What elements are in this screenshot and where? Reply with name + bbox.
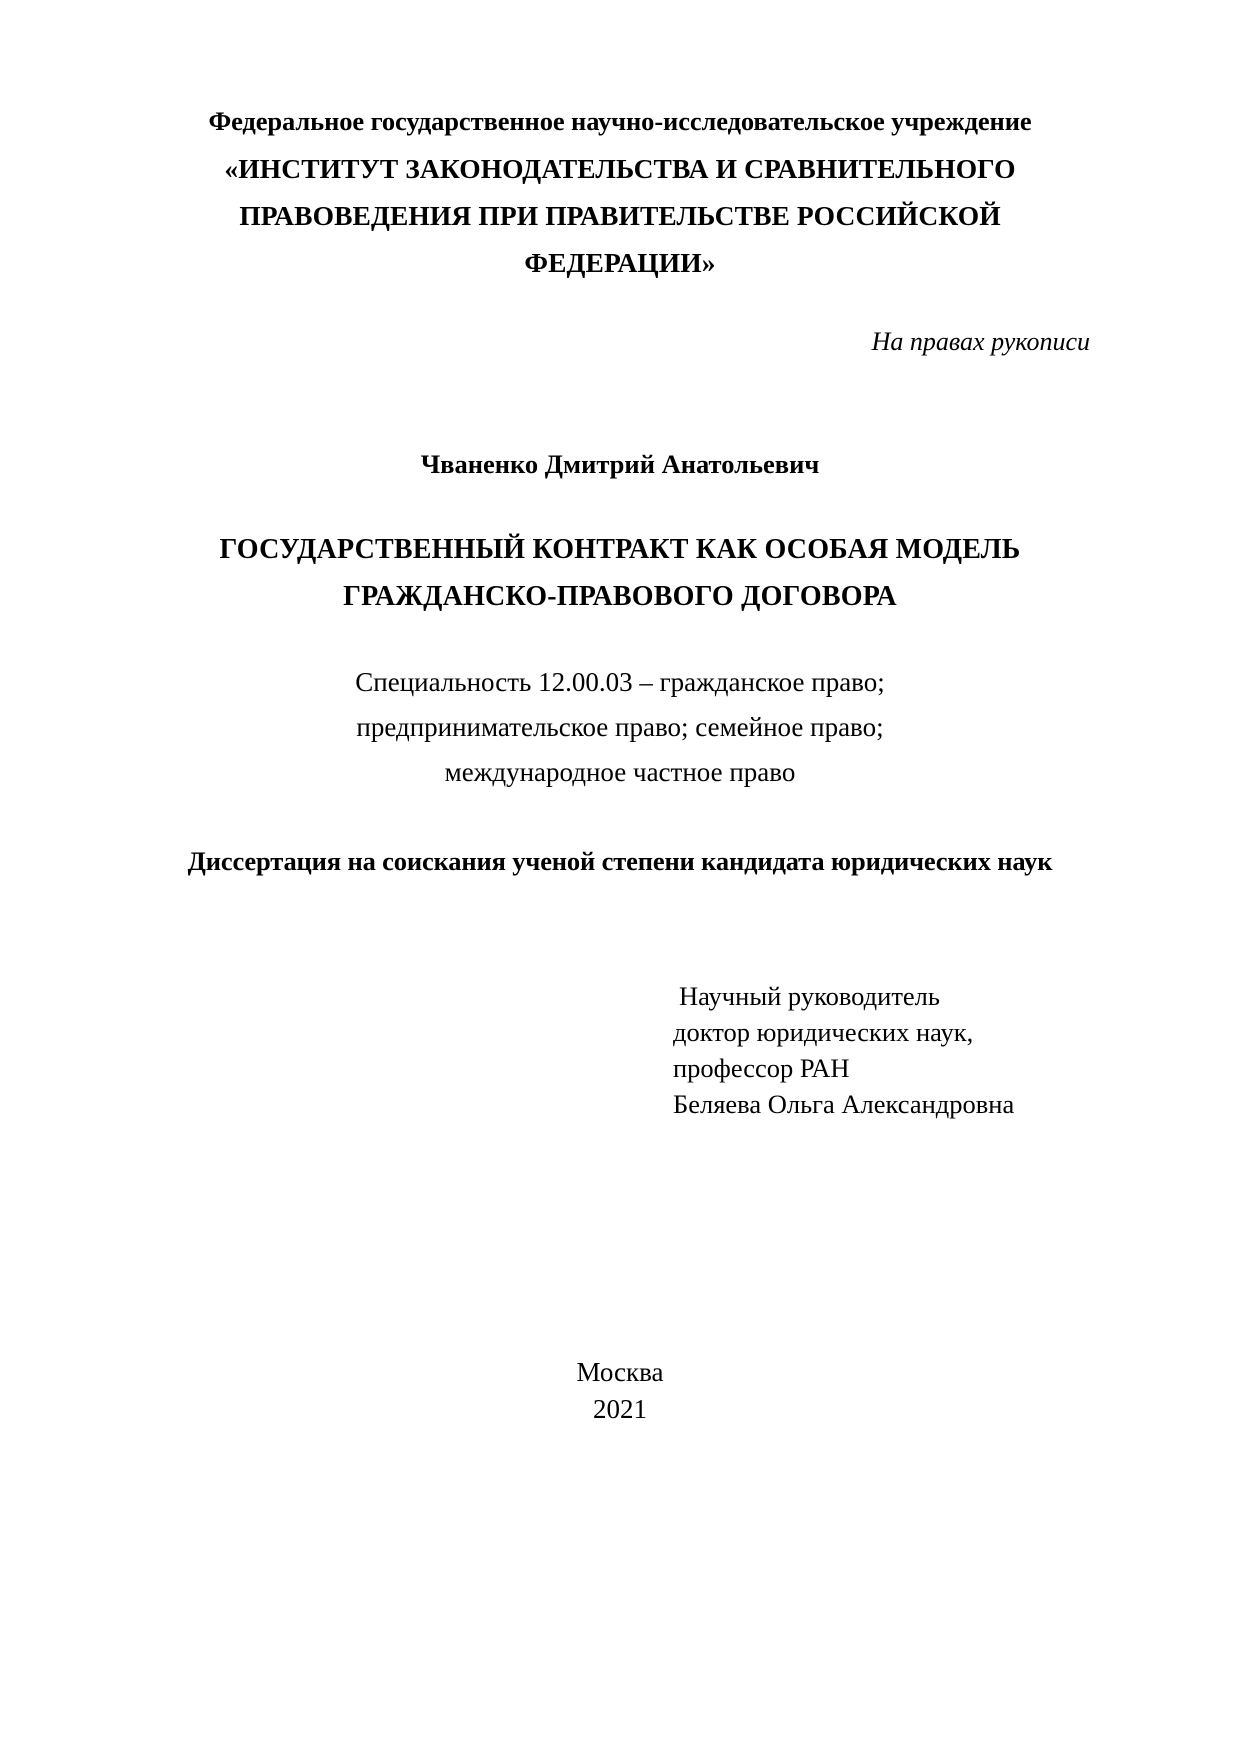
dissertation-title: [150, 526, 1090, 620]
supervisor-name: Беляева Ольга Александровна: [673, 1089, 1015, 1119]
supervisor-role: Научный руководитель: [679, 981, 940, 1011]
specialty-line-3: международное частное право: [444, 757, 796, 787]
title-line-1: ГОСУДАРСТВЕННЫЙ КОНТРАКТ КАК ОСОБАЯ МОДЕЛЬ: [219, 534, 1021, 565]
institution-line-2: «ИНСТИТУТ ЗАКОНОДАТЕЛЬСТВА И СРАВНИТЕЛЬНОГО: [224, 153, 1016, 184]
institution-line-3: ПРАВОВЕДЕНИЯ ПРИ ПРАВИТЕЛЬСТВЕ РОССИЙСКОЙ: [239, 200, 1001, 231]
footer-year: 2021: [593, 1394, 647, 1424]
supervisor-block: [673, 978, 1093, 1122]
author-name: Чваненко Дмитрий Анатольевич: [420, 449, 820, 479]
supervisor-rank: профессор РАН: [673, 1053, 850, 1083]
degree-statement: Диссертация на соискания ученой степени кандидата юридических наук: [187, 846, 1053, 876]
footer-block: [150, 1354, 1090, 1428]
institution-header: [150, 98, 1090, 286]
supervisor-degree: доктор юридических наук,: [673, 1017, 974, 1047]
title-line-2: ГРАЖДАНСКО-ПРАВОВОГО ДОГОВОРА: [343, 581, 897, 612]
manuscript-note: На правах рукописи: [871, 327, 1090, 356]
specialty-block: [150, 660, 1090, 795]
institution-line-1: Федеральное государственное научно-исследовательское учреждение: [208, 106, 1032, 136]
specialty-line-2: предпринимательское право; семейное право;: [356, 712, 884, 742]
footer-city: Москва: [576, 1357, 664, 1387]
institution-line-4: ФЕДЕРАЦИИ»: [524, 247, 716, 278]
specialty-line-1: Специальность 12.00.03 – гражданское право;: [355, 667, 885, 697]
